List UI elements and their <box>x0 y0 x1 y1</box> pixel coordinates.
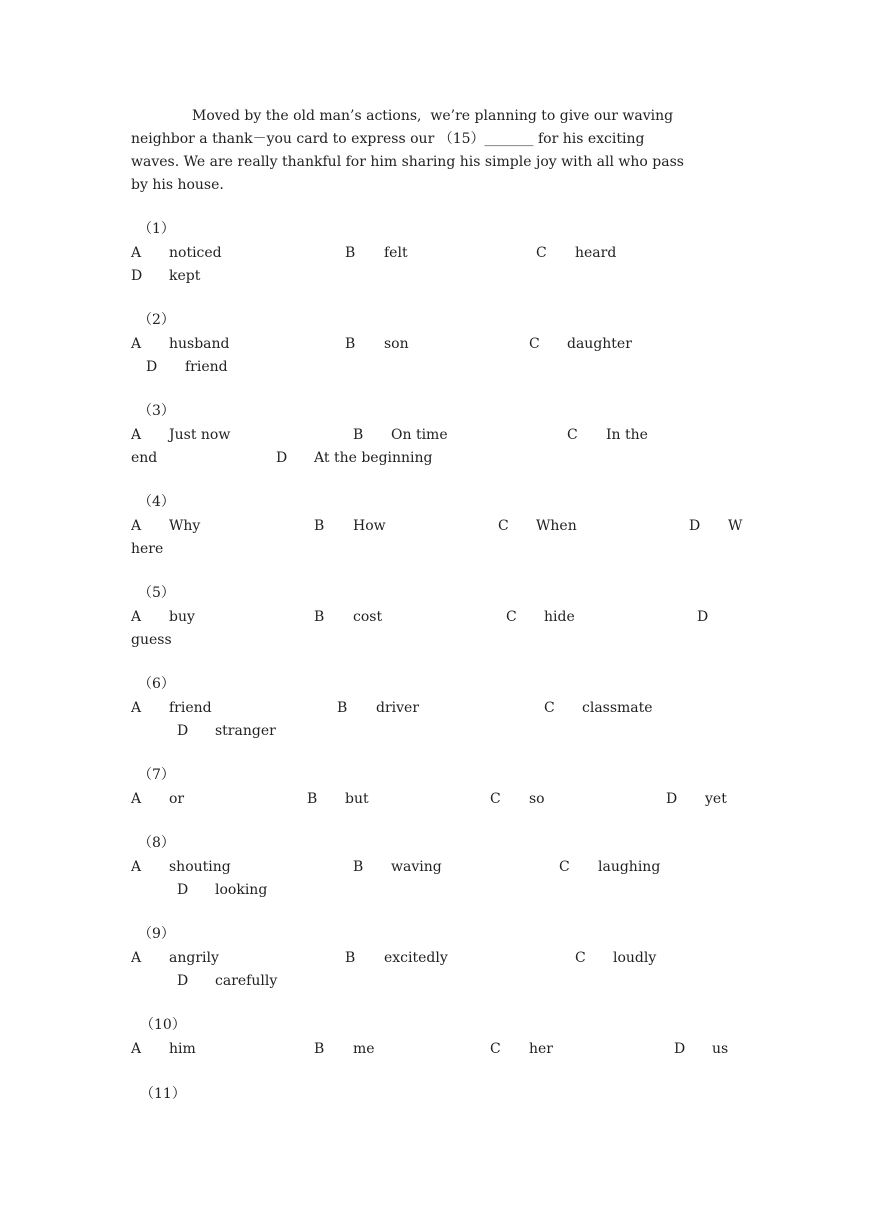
option-d-text: At the beginning <box>314 450 433 466</box>
option-letter-b: B <box>345 336 356 352</box>
option-letter-c: C <box>536 245 547 261</box>
option-d-text-continued: guess <box>131 632 172 648</box>
question-number: （1） <box>138 221 175 237</box>
option-letter-b: B <box>345 245 356 261</box>
option-a-text: Why <box>169 518 201 534</box>
question-number: （9） <box>138 926 175 942</box>
option-b-text: excitedly <box>384 950 448 966</box>
option-letter-b: B <box>314 1041 325 1057</box>
option-a-text: noticed <box>169 245 222 261</box>
option-letter-d: D <box>666 791 678 807</box>
question-number: （7） <box>138 767 175 783</box>
option-c-text: When <box>536 518 577 534</box>
question-number: （4） <box>138 494 175 510</box>
option-letter-a: A <box>131 791 142 807</box>
option-letter-a: A <box>131 950 142 966</box>
option-letter-c: C <box>498 518 509 534</box>
option-letter-b: B <box>353 427 364 443</box>
option-b-text: On time <box>391 427 448 443</box>
option-letter-d: D <box>697 609 709 625</box>
question-number: （2） <box>138 312 175 328</box>
option-d-text: friend <box>185 359 228 375</box>
option-letter-b: B <box>314 609 325 625</box>
option-d-text-continued: here <box>131 541 164 557</box>
passage-line-4: by his house. <box>131 177 224 193</box>
passage-line-2: neighbor a thank－you card to express our （15）_______ for his exciting <box>131 131 645 147</box>
option-b-text: son <box>384 336 409 352</box>
passage-line-3: waves. We are really thankful for him sharing his simple joy with all who pass <box>131 154 684 170</box>
option-c-text: heard <box>575 245 617 261</box>
option-d-text: stranger <box>215 723 276 739</box>
passage-line-1: Moved by the old man’s actions, we’re planning to give our waving <box>192 108 674 124</box>
option-letter-a: A <box>131 245 142 261</box>
question-number: （6） <box>138 676 175 692</box>
option-a-text: or <box>169 791 185 807</box>
option-c-text: daughter <box>567 336 632 352</box>
option-b-text: but <box>345 791 369 807</box>
option-c-text: so <box>529 791 545 807</box>
option-letter-b: B <box>314 518 325 534</box>
option-b-text: felt <box>384 245 408 261</box>
option-a-text: angrily <box>169 950 219 966</box>
option-letter-d: D <box>177 723 189 739</box>
option-d-text: us <box>712 1041 729 1057</box>
option-a-text: buy <box>169 609 195 625</box>
option-c-text: laughing <box>598 859 661 875</box>
option-letter-d: D <box>131 268 143 284</box>
option-d-text: yet <box>705 791 727 807</box>
question-number: （5） <box>138 585 175 601</box>
option-d-text: looking <box>215 882 268 898</box>
option-letter-a: A <box>131 700 142 716</box>
option-letter-c: C <box>575 950 586 966</box>
option-letter-c: C <box>567 427 578 443</box>
option-c-text: loudly <box>613 950 657 966</box>
option-d-text: carefully <box>215 973 278 989</box>
option-c-text: In the <box>606 427 648 443</box>
option-letter-a: A <box>131 427 142 443</box>
option-letter-a: A <box>131 336 142 352</box>
option-c-text: hide <box>544 609 575 625</box>
option-letter-d: D <box>276 450 288 466</box>
option-letter-a: A <box>131 518 142 534</box>
question-number: （3） <box>138 403 175 419</box>
option-letter-d: D <box>146 359 158 375</box>
option-letter-a: A <box>131 859 142 875</box>
option-letter-c: C <box>490 791 501 807</box>
option-letter-a: A <box>131 609 142 625</box>
option-letter-c: C <box>529 336 540 352</box>
option-d-text: W <box>728 518 743 534</box>
option-a-text: him <box>169 1041 196 1057</box>
option-a-text: Just now <box>169 427 231 443</box>
option-letter-c: C <box>490 1041 501 1057</box>
option-letter-a: A <box>131 1041 142 1057</box>
option-letter-b: B <box>345 950 356 966</box>
option-a-text: shouting <box>169 859 231 875</box>
option-letter-b: B <box>307 791 318 807</box>
question-number: （10） <box>140 1017 186 1033</box>
option-b-text: driver <box>376 700 420 716</box>
option-c-text: her <box>529 1041 553 1057</box>
option-letter-c: C <box>544 700 555 716</box>
option-b-text: waving <box>391 859 442 875</box>
option-letter-c: C <box>506 609 517 625</box>
option-d-text: kept <box>169 268 201 284</box>
option-c-text: classmate <box>582 700 653 716</box>
option-letter-d: D <box>177 882 189 898</box>
question-number: （11） <box>140 1086 186 1102</box>
option-letter-c: C <box>559 859 570 875</box>
option-letter-d: D <box>177 973 189 989</box>
option-letter-d: D <box>674 1041 686 1057</box>
option-b-text: me <box>353 1041 375 1057</box>
option-a-text: friend <box>169 700 212 716</box>
option-a-text: husband <box>169 336 230 352</box>
option-c-text-continued: end <box>131 450 158 466</box>
option-letter-d: D <box>689 518 701 534</box>
option-b-text: How <box>353 518 386 534</box>
option-letter-b: B <box>353 859 364 875</box>
option-letter-b: B <box>337 700 348 716</box>
option-b-text: cost <box>353 609 383 625</box>
question-number: （8） <box>138 835 175 851</box>
